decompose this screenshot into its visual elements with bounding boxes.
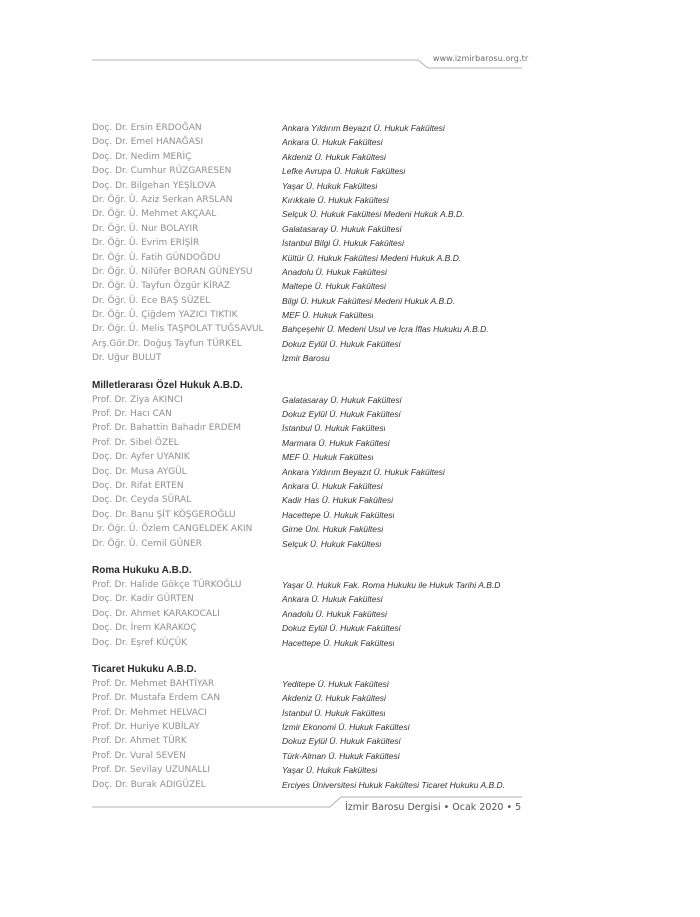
list-item [92,279,532,293]
list-item [92,537,532,551]
member-name: Doç. Dr. Burak ADIGÜZEL [92,779,206,790]
section [92,378,532,551]
member-affiliation: MEF Ü. Hukuk Fakültesi [282,452,374,463]
member-affiliation: Selçuk Ü. Hukuk Fakültesi [282,538,382,549]
member-affiliation: Ankara Ü. Hukuk Fakültesi [282,594,383,605]
footer-journal-issue: İzmir Barosu Dergisi • Ocak 2020 • 5 [345,802,522,813]
member-affiliation: Dokuz Eylül Ü. Hukuk Fakültesi [282,409,401,420]
member-affiliation: Ankara Yıldırım Beyazıt Ü. Hukuk Fakültesi [282,123,445,133]
list-item [92,479,532,493]
member-affiliation: Maltepe Ü. Hukuk Fakültesi [282,281,386,292]
member-affiliation: İstanbul Ü. Hukuk Fakültesi [282,423,386,434]
list-item [92,164,532,178]
header-url: www.izmirbarosu.org.tr [433,54,529,63]
list-item [92,236,532,250]
list-item [92,150,532,164]
list-item [92,135,532,149]
member-name: Dr. Öğr. Ü. Melis TAŞPOLAT TUĞSAVUL [92,324,264,335]
member-affiliation: Galatasaray Ü. Hukuk Fakültesi [282,394,402,405]
member-affiliation: Yaşar Ü. Hukuk Fak. Roma Hukuku ile Hukuk Tarihi A.B.D [282,579,501,590]
member-name: Dr. Öğr. Ü. Mehmet AKÇAAL [92,209,217,220]
member-affiliation: Marmara Ü. Hukuk Fakültesi [282,437,390,448]
section [92,121,532,366]
member-affiliation: Anadolu Ü. Hukuk Fakültesi [282,266,387,277]
member-name: Doç. Dr. Emel HANAĞASI [92,137,204,148]
member-name: Prof. Dr. Huriye KUBİLAY [92,722,200,733]
header-rule [0,0,700,80]
member-name: Dr. Öğr. Ü. Nilüfer BORAN GÜNEYSU [92,266,253,277]
list-item [92,522,532,536]
member-affiliation: İzmir Ekonomi Ü. Hukuk Fakültesi [282,722,410,733]
member-affiliation: Kültür Ü. Hukuk Fakültesi Medeni Hukuk A.B.D. [282,252,462,263]
member-name: Doç. Dr. Rifat ERTEN [92,480,184,491]
list-item [92,436,532,450]
member-affiliation: Hacettepe Ü. Hukuk Fakültesi [282,637,395,648]
member-affiliation: Kadir Has Ü. Hukuk Fakültesi [282,495,394,506]
member-affiliation: Dokuz Eylül Ü. Hukuk Fakültesi [282,736,401,747]
member-name: Prof. Dr. Halide Gökçe TÜRKOĞLU [92,579,242,590]
list-item [92,592,532,606]
section [92,662,532,792]
member-affiliation: Anadolu Ü. Hukuk Fakültesi [282,608,387,619]
member-name: Dr. Öğr. Ü. Aziz Serkan ARSLAN [92,194,233,205]
member-affiliation: Dokuz Eylül Ü. Hukuk Fakültesi [282,338,401,349]
list-item [92,734,532,748]
list-item [92,265,532,279]
member-affiliation: İstanbul Ü. Hukuk Fakültesi [282,707,386,718]
member-name: Doç. Dr. Eşref KÜÇÜK [92,637,188,648]
member-affiliation: Ankara Yıldırım Beyazıt Ü. Hukuk Fakültesi [282,466,445,477]
list-item [92,621,532,635]
list-item [92,393,532,407]
member-affiliation: Lefke Avrupa Ü. Hukuk Fakültesi [282,166,406,177]
member-name: Prof. Dr. Mehmet BAHTİYAR [92,678,215,689]
member-name: Doç. Dr. Bilgehan YEŞİLOVA [92,180,216,191]
member-affiliation: Yaşar Ü. Hukuk Fakültesi [282,765,378,776]
list-item [92,121,532,135]
list-item [92,493,532,507]
member-affiliation: Türk-Alman Ü. Hukuk Fakültesi [282,750,400,761]
member-name: Dr. Uğur BULUT [92,353,162,364]
member-affiliation: Yaşar Ü. Hukuk Fakültesi [282,180,378,191]
member-affiliation: Bahçeşehir Ü. Medeni Usul ve İcra İflas Hukuku A.B.D. [282,324,489,335]
list-item [92,691,532,705]
section [92,563,532,650]
list-item [92,222,532,236]
member-name: Doç. Dr. Musa AYGÜL [92,466,187,477]
section-title: Roma Hukuku A.B.D. [92,564,192,576]
member-name: Prof. Dr. Bahattin Bahadır ERDEM [92,423,242,434]
member-affiliation: Akdeniz Ü. Hukuk Fakültesi [282,693,386,704]
list-item [92,322,532,336]
list-item [92,508,532,522]
member-name: Prof. Dr. Ahmet TÜRK [92,736,187,747]
member-name: Doç. Dr. Ahmet KARAKOCALI [92,608,220,619]
list-item [92,337,532,351]
member-affiliation: MEF Ü. Hukuk Fakültesi [282,310,374,321]
list-item [92,179,532,193]
list-item [92,465,532,479]
member-name: Dr. Öğr. Ü. Özlem CANGELDEK AKIN [92,524,253,535]
member-name: Dr. Öğr. Ü. Ece BAŞ SÜZEL [92,295,211,306]
member-name: Doç. Dr. İrem KARAKOÇ [92,623,197,634]
list-item [92,251,532,265]
list-item [92,351,532,365]
list-item [92,607,532,621]
member-affiliation: Erciyes Üniversitesi Hukuk Fakültesi Ticaret Hukuku A.B.D. [282,779,506,790]
member-affiliation: Ankara Ü. Hukuk Fakültesi [282,480,383,491]
member-affiliation: İzmir Barosu [282,353,330,364]
member-name: Doç. Dr. Ersin ERDOĞAN [92,123,202,133]
member-affiliation: Girne Üni. Hukuk Fakültesi [282,524,384,535]
member-name: Doç. Dr. Nedim MERİÇ [92,151,192,162]
member-affiliation: Dokuz Eylül Ü. Hukuk Fakültesi [282,623,401,634]
member-name: Dr. Öğr. Ü. Cemil GÜNER [92,538,202,549]
member-affiliation: Akdeniz Ü. Hukuk Fakültesi [282,151,386,162]
section-title: Milletlerarası Özel Hukuk A.B.D. [92,379,243,391]
list-item [92,421,532,435]
member-affiliation: İstanbul Bilgi Ü. Hukuk Fakültesi [282,238,404,249]
list-item [92,407,532,421]
list-item [92,450,532,464]
list-item [92,294,532,308]
list-item [92,706,532,720]
member-list [92,121,532,792]
member-name: Doç. Dr. Ayfer UYANIK [92,452,190,463]
member-affiliation: Bilgi Ü. Hukuk Fakültesi Medeni Hukuk A.B.D. [282,295,456,306]
member-name: Dr. Öğr. Ü. Çiğdem YAZICI TIKTIK [92,310,238,321]
member-name: Prof. Dr. Sibel ÖZEL [92,437,179,448]
member-name: Prof. Dr. Vural SEVEN [92,750,186,761]
member-name: Dr. Öğr. Ü. Tayfun Özgür KİRAZ [92,281,231,292]
member-name: Arş.Gör.Dr. Doğuş Tayfun TÜRKEL [92,338,242,349]
section-title: Ticaret Hukuku A.B.D. [92,663,197,675]
member-name: Prof. Dr. Mehmet HELVACI [92,707,207,718]
member-affiliation: Galatasaray Ü. Hukuk Fakültesi [282,223,402,234]
member-name: Doç. Dr. Kadir GÜRTEN [92,594,194,605]
member-affiliation: Ankara Ü. Hukuk Fakültesi [282,137,383,148]
list-item [92,749,532,763]
list-item [92,578,532,592]
member-affiliation: Yeditepe Ü. Hukuk Fakültesi [282,678,389,689]
member-name: Prof. Dr. Sevilay UZUNALLI [92,765,211,776]
list-item [92,763,532,777]
list-item [92,308,532,322]
member-name: Dr. Öğr. Ü. Nur BOLAYIR [92,223,199,234]
member-affiliation: Selçuk Ü. Hukuk Fakültesi Medeni Hukuk A.B.D. [282,209,465,220]
member-name: Doç. Dr. Ceyda SÜRAL [92,495,192,506]
member-name: Prof. Dr. Ziya AKINCI [92,394,183,405]
member-name: Dr. Öğr. Ü. Evrim ERİŞİR [92,238,200,249]
member-name: Doç. Dr. Banu ŞİT KÖŞGEROĞLU [92,509,236,520]
member-affiliation: Hacettepe Ü. Hukuk Fakültesi [282,509,395,520]
list-item [92,720,532,734]
list-item [92,193,532,207]
list-item [92,677,532,691]
member-name: Prof. Dr. Hacı CAN [92,409,172,420]
list-item [92,207,532,221]
list-item [92,636,532,650]
member-name: Doç. Dr. Cumhur RÜZGARESEN [92,166,232,177]
member-affiliation: Kırıkkale Ü. Hukuk Fakültesi [282,194,389,205]
member-name: Prof. Dr. Mustafa Erdem CAN [92,693,221,704]
member-name: Dr. Öğr. Ü. Fatih GÜNDOĞDU [92,252,221,263]
